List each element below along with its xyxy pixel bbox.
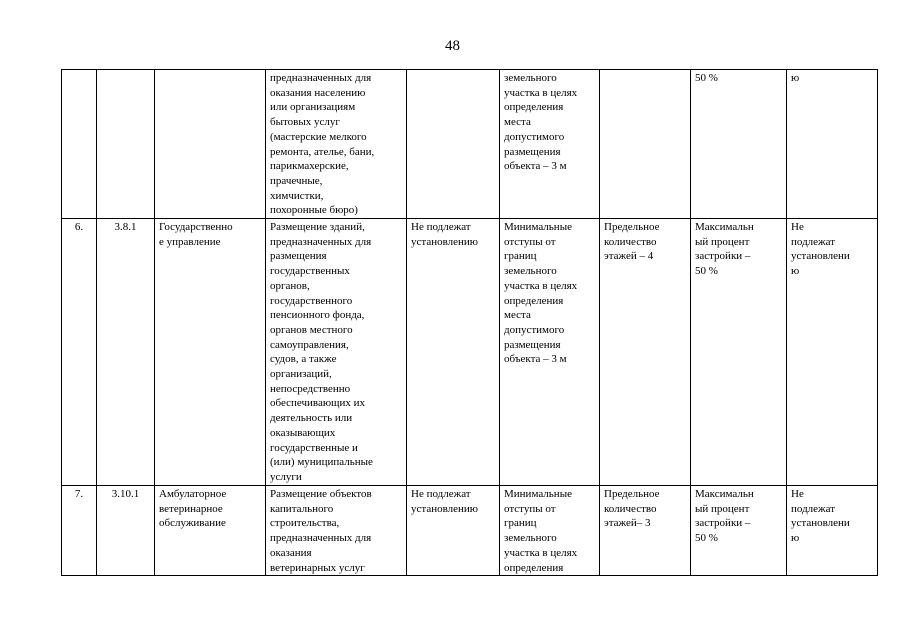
setbacks-cell: Минимальные отступы от границ земельного участка в целях определения места допустимого размещения объекта – 3 м [500, 219, 600, 486]
code-cell: 3.10.1 [97, 486, 155, 576]
row-number-cell [62, 70, 97, 219]
use-name-cell: Амбулаторное ветеринарное обслуживание [155, 486, 266, 576]
setbacks-cell: Минимальные отступы от границ земельного участка в целях определения [500, 486, 600, 576]
coverage-cell: Максимальн ый процент застройки – 50 % [691, 486, 787, 576]
plot-size-cell: Не подлежат установлению [407, 486, 500, 576]
other-params-cell: Не подлежат установлени ю [787, 486, 878, 576]
code-cell [97, 70, 155, 219]
row-number-cell: 7. [62, 486, 97, 576]
use-name-cell [155, 70, 266, 219]
table-row [62, 486, 878, 576]
floors-cell: Предельное количество этажей – 4 [600, 219, 691, 486]
table-row [62, 219, 878, 486]
other-params-cell: Не подлежат установлени ю [787, 219, 878, 486]
use-description-cell: Размещение зданий, предназначенных для размещения государственных органов, государственного пенсионного фонда, органов местного самоуправления, судов, а также организаций, непосредственно обеспечивающих их деятельность или оказывающих государственные и (или) муниципальные услуги [266, 219, 407, 486]
coverage-cell: Максимальн ый процент застройки – 50 % [691, 219, 787, 486]
plot-size-cell [407, 70, 500, 219]
table-row [62, 70, 878, 219]
floors-cell [600, 70, 691, 219]
coverage-cell: 50 % [691, 70, 787, 219]
plot-size-cell: Не подлежат установлению [407, 219, 500, 486]
zoning-table [61, 69, 878, 576]
other-params-cell: ю [787, 70, 878, 219]
code-cell: 3.8.1 [97, 219, 155, 486]
use-description-cell: предназначенных для оказания населению или организациям бытовых услуг (мастерские мелкого ремонта, ателье, бани, парикмахерские, прачечные, химчистки, похоронные бюро) [266, 70, 407, 219]
use-name-cell: Государственно е управление [155, 219, 266, 486]
page-number: 48 [445, 38, 460, 54]
floors-cell: Предельное количество этажей– 3 [600, 486, 691, 576]
row-number-cell: 6. [62, 219, 97, 486]
use-description-cell: Размещение объектов капитального строительства, предназначенных для оказания ветеринарных услуг [266, 486, 407, 576]
setbacks-cell: земельного участка в целях определения места допустимого размещения объекта – 3 м [500, 70, 600, 219]
